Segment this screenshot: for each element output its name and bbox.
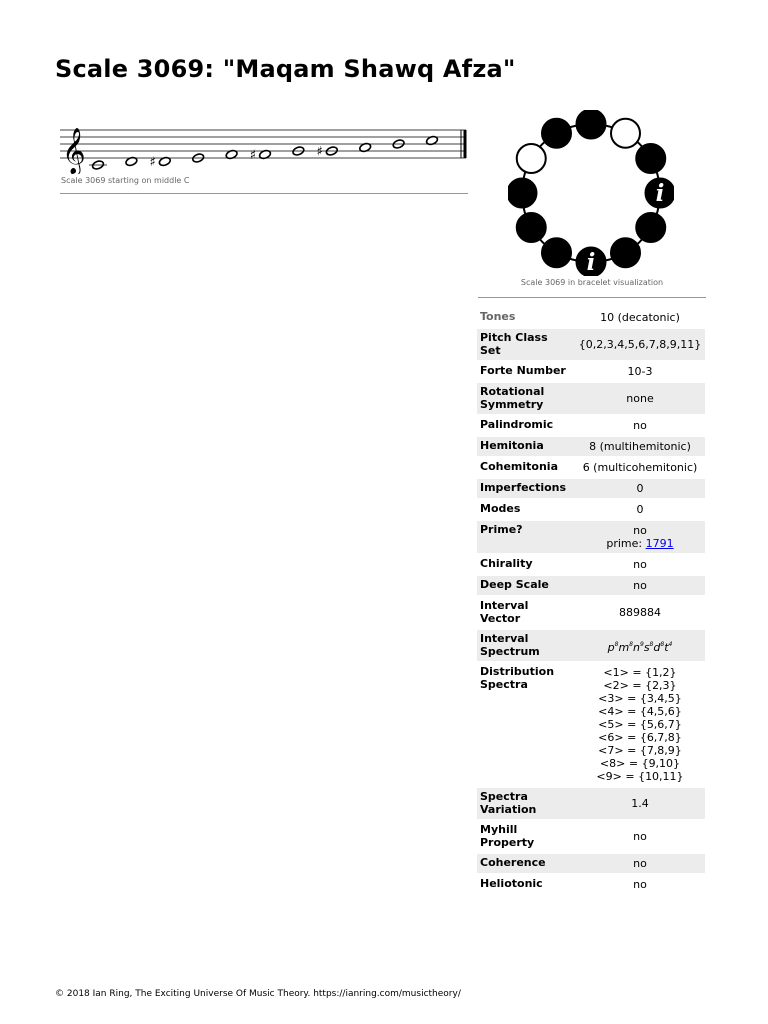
divider <box>478 297 706 298</box>
value-text: no <box>633 830 647 843</box>
distribution-line: <6> = {6,7,8} <box>598 731 682 744</box>
properties-table <box>477 306 705 896</box>
property-value <box>575 479 705 498</box>
staff-caption: Scale 3069 starting on middle C <box>61 176 190 185</box>
distribution-line: <1> = {1,2} <box>603 666 677 679</box>
staff-note <box>150 155 172 170</box>
property-row <box>477 854 705 873</box>
property-label: Interval Vector <box>480 599 529 625</box>
distribution-line: <3> = {3,4,5} <box>598 692 682 705</box>
bracelet-bead-empty <box>517 144 546 173</box>
property-value <box>575 500 705 519</box>
property-label: Prime? <box>477 521 575 553</box>
property-row <box>477 362 705 381</box>
bracelet-bead-filled <box>542 119 571 148</box>
staff-notation <box>60 118 468 198</box>
page-title: Scale 3069: "Maqam Shawq Afza" <box>55 55 516 83</box>
prime-label: prime: <box>606 537 646 550</box>
bracelet-bead-filled <box>636 144 665 173</box>
spectrum-letter: d <box>653 640 661 654</box>
staff-note <box>250 148 272 163</box>
property-value <box>575 308 705 327</box>
divider <box>60 193 468 194</box>
property-value <box>575 383 705 414</box>
property-label: Rotational Symmetry <box>477 383 575 414</box>
property-label: Distribution Spectra <box>480 665 555 691</box>
spectrum-letter: m <box>618 640 630 654</box>
property-value <box>575 555 705 574</box>
property-label: Modes <box>480 502 521 515</box>
treble-clef-icon: 𝄞 <box>62 128 86 174</box>
value-text: no <box>633 878 647 891</box>
value-text: 0 <box>636 503 644 516</box>
distribution-line: <4> = {4,5,6} <box>598 705 682 718</box>
footer-copyright: © 2018 Ian Ring, The Exciting Universe Of Music Theory. https://ianring.com/musictheory/ <box>55 989 461 999</box>
value-text: {0,2,3,4,5,6,7,8,9,11} <box>578 338 702 351</box>
spectrum-letter: s <box>643 640 650 654</box>
bracelet-bead-filled <box>611 238 640 267</box>
property-value <box>575 597 705 628</box>
bracelet-diagram <box>508 110 674 276</box>
property-value <box>575 788 705 819</box>
property-label: Cohemitonia <box>480 460 558 473</box>
property-row <box>477 329 705 360</box>
property-value <box>575 437 705 456</box>
spectrum-exponent: 9 <box>639 640 644 648</box>
property-row <box>477 416 705 435</box>
value-text: 10 (decatonic) <box>600 311 680 324</box>
property-value <box>575 521 705 553</box>
spectrum-exponent: 4 <box>668 640 673 648</box>
spectrum-exponent: 8 <box>660 640 665 648</box>
staff-svg <box>60 118 468 174</box>
value-text: no <box>633 558 647 571</box>
info-icon: i <box>586 249 596 276</box>
property-label: Hemitonia <box>477 437 575 456</box>
property-row <box>477 875 705 894</box>
property-value <box>575 630 705 661</box>
bracelet-bead-filled <box>508 179 537 208</box>
property-row <box>477 597 705 628</box>
staff-note <box>317 145 339 160</box>
property-row <box>477 383 705 414</box>
sharp-icon: ♯ <box>149 155 156 170</box>
property-label: Interval Spectrum <box>477 630 575 661</box>
prime-link[interactable]: 1791 <box>645 537 674 550</box>
bracelet-bead-filled <box>517 213 546 242</box>
property-label: Chirality <box>480 557 533 570</box>
property-label: Myhill Property <box>480 823 535 849</box>
sharp-icon: ♯ <box>249 148 256 163</box>
property-value <box>575 416 705 435</box>
value-text: no <box>633 857 647 870</box>
bracelet-caption: Scale 3069 in bracelet visualization <box>520 278 664 287</box>
property-row <box>477 308 705 327</box>
property-label: Palindromic <box>480 418 554 431</box>
property-label: Spectra Variation <box>477 788 575 819</box>
distribution-line: <9> = {10,11} <box>596 770 684 783</box>
property-row <box>477 500 705 519</box>
property-value <box>575 875 705 894</box>
distribution-line: <5> = {5,6,7} <box>598 718 682 731</box>
value-text: 6 (multicohemitonic) <box>582 461 698 474</box>
spectrum-exponent: 8 <box>629 640 633 648</box>
property-label: Forte Number <box>480 364 566 377</box>
bracelet-bead-filled <box>577 110 606 139</box>
property-label: Deep Scale <box>477 576 575 595</box>
property-row <box>477 630 705 661</box>
spectrum-exponent: 8 <box>649 640 654 648</box>
bracelet-bead-filled <box>636 213 665 242</box>
spectrum-letter: t <box>664 640 669 654</box>
distribution-line: <2> = {2,3} <box>603 679 677 692</box>
distribution-line: <8> = {9,10} <box>599 757 681 770</box>
spectrum-letter: n <box>633 640 640 654</box>
bracelet-bead-filled <box>542 238 571 267</box>
distribution-line: <7> = {7,8,9} <box>598 744 682 757</box>
value-text: 889884 <box>619 606 661 619</box>
value-text: 8 (multihemitonic) <box>589 440 691 453</box>
property-label: Tones <box>480 310 516 323</box>
property-label: Pitch Class Set <box>477 329 575 360</box>
property-label: Heliotonic <box>480 877 543 890</box>
property-row <box>477 576 705 595</box>
property-row <box>477 788 705 819</box>
property-row <box>477 821 705 852</box>
property-row <box>477 437 705 456</box>
property-label: Imperfections <box>477 479 575 498</box>
spectrum-exponent: 8 <box>614 640 619 648</box>
property-value <box>575 329 705 360</box>
value-text: 0 <box>636 482 644 495</box>
info-icon: i <box>655 180 665 207</box>
value-text: no <box>633 524 647 537</box>
property-value <box>575 821 705 852</box>
property-row <box>477 663 705 786</box>
value-text: no <box>633 579 647 592</box>
spectrum-letter: p <box>607 640 615 654</box>
property-row <box>477 555 705 574</box>
property-row <box>477 479 705 498</box>
value-text: none <box>626 392 654 405</box>
value-text: no <box>633 419 647 432</box>
sharp-icon: ♯ <box>316 144 323 160</box>
value-text: 10-3 <box>627 365 653 378</box>
property-value <box>575 854 705 873</box>
property-value <box>575 576 705 595</box>
value-text: 1.4 <box>631 797 649 810</box>
property-label: Coherence <box>477 854 575 873</box>
property-row <box>477 458 705 477</box>
property-value <box>575 362 705 381</box>
property-value <box>575 663 705 786</box>
property-value <box>575 458 705 477</box>
property-row <box>477 521 705 553</box>
bracelet-bead-empty <box>611 119 640 148</box>
